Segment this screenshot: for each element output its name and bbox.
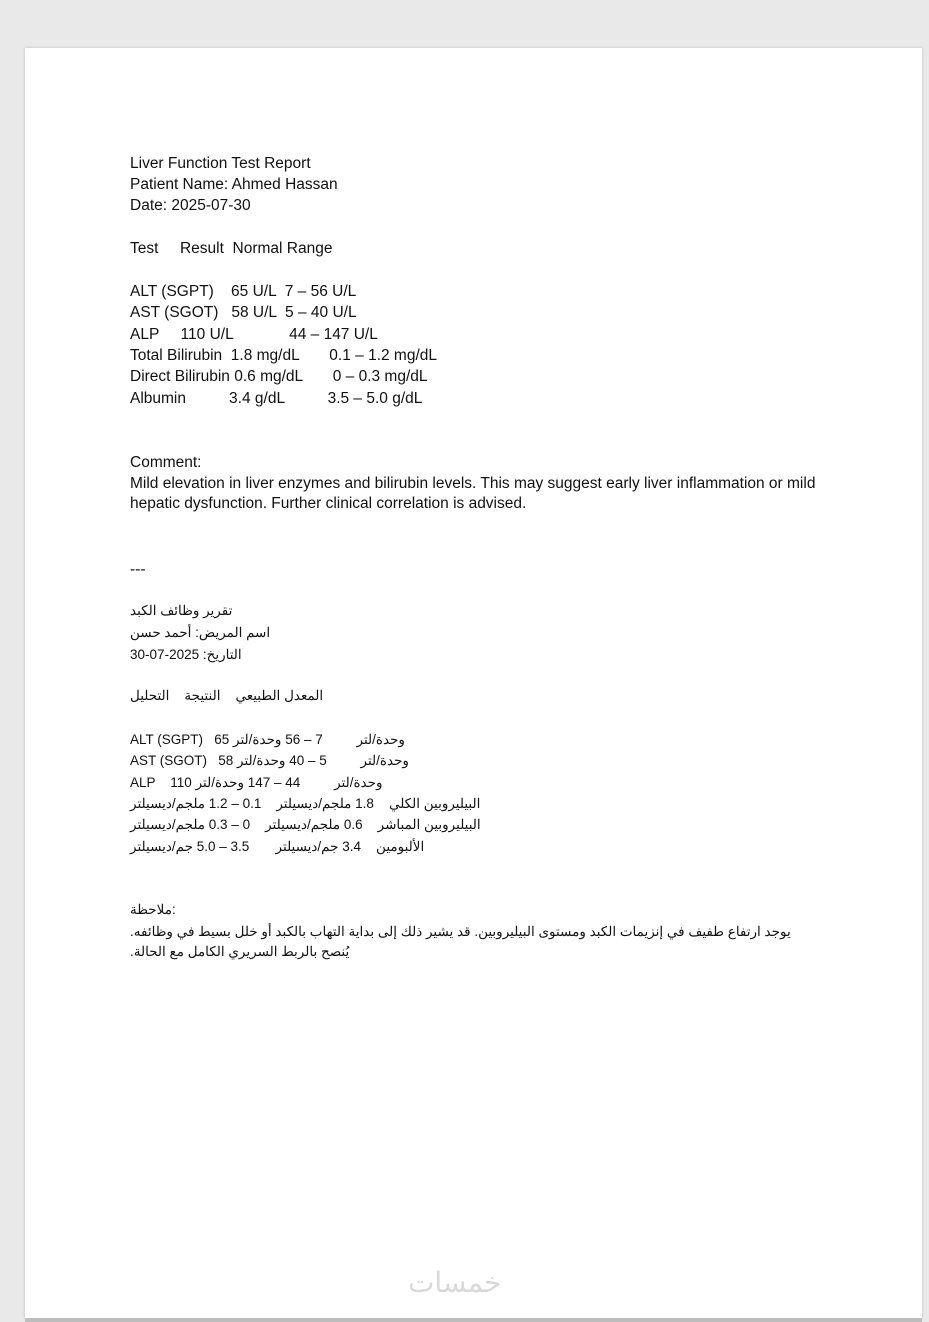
separator: --- — [130, 561, 146, 578]
table-row: Albumin 3.4 g/dL 3.5 – 5.0 g/dL — [130, 390, 423, 407]
table-row: ALT (SGPT) 65 U/L 7 – 56 U/L — [130, 283, 357, 300]
page-bottom-edge — [25, 1318, 922, 1322]
table-row: ALP 110 وحدة/لتر 44 – 147 وحدة/لتر — [130, 775, 383, 790]
report-date-ar: التاريخ: 2025-07-30 — [130, 647, 242, 662]
table-row: البيليروبين الكلي 1.8 ملجم/ديسيلتر 0.1 – 1.2 ملجم/ديسيلتر — [130, 796, 481, 811]
watermark-logo: خمسات — [408, 1266, 502, 1299]
table-header-ar: المعدل الطبيعي النتيجة التحليل — [130, 688, 324, 703]
patient-name: Patient Name: Ahmed Hassan — [130, 176, 338, 193]
comment-text: Mild elevation in liver enzymes and bilirubin levels. This may suggest early liver inflammation or mild hepatic dysfunction. Further clinical correlation is advised. — [130, 475, 816, 512]
report-title-ar: تقرير وظائف الكبد — [130, 603, 233, 618]
table-row: AST (SGOT) 58 U/L 5 – 40 U/L — [130, 304, 357, 321]
table-row: البيليروبين المباشر 0.6 ملجم/ديسيلتر 0 – 0.3 ملجم/ديسيلتر — [130, 817, 481, 832]
table-header: Test Result Normal Range — [130, 240, 333, 257]
comment-label-ar: ملاحظة: — [130, 902, 176, 917]
comment-text-ar: يوجد ارتفاع طفيف في إنزيمات الكبد ومستوى البيليروبين. قد يشير ذلك إلى بداية التهاب بالكبد أو خلل بسيط في وظائفه. يُنصح بالربط السريري الكامل مع الحالة. — [130, 924, 791, 959]
table-row: ALP 110 U/L 44 – 147 U/L — [130, 326, 378, 343]
table-row: ALT (SGPT) 65 وحدة/لتر 7 – 56 وحدة/لتر — [130, 732, 405, 747]
report-title: Liver Function Test Report — [130, 155, 311, 172]
report-date: Date: 2025-07-30 — [130, 197, 251, 214]
table-row: AST (SGOT) 58 وحدة/لتر 5 – 40 وحدة/لتر — [130, 753, 409, 768]
table-row: Total Bilirubin 1.8 mg/dL 0.1 – 1.2 mg/dL — [130, 347, 438, 364]
table-row: الألبومين 3.4 جم/ديسيلتر 3.5 – 5.0 جم/ديسيلتر — [130, 839, 425, 854]
comment-label: Comment: — [130, 454, 202, 471]
patient-name-ar: اسم المريض: أحمد حسن — [130, 625, 271, 640]
table-row: Direct Bilirubin 0.6 mg/dL 0 – 0.3 mg/dL — [130, 368, 428, 385]
